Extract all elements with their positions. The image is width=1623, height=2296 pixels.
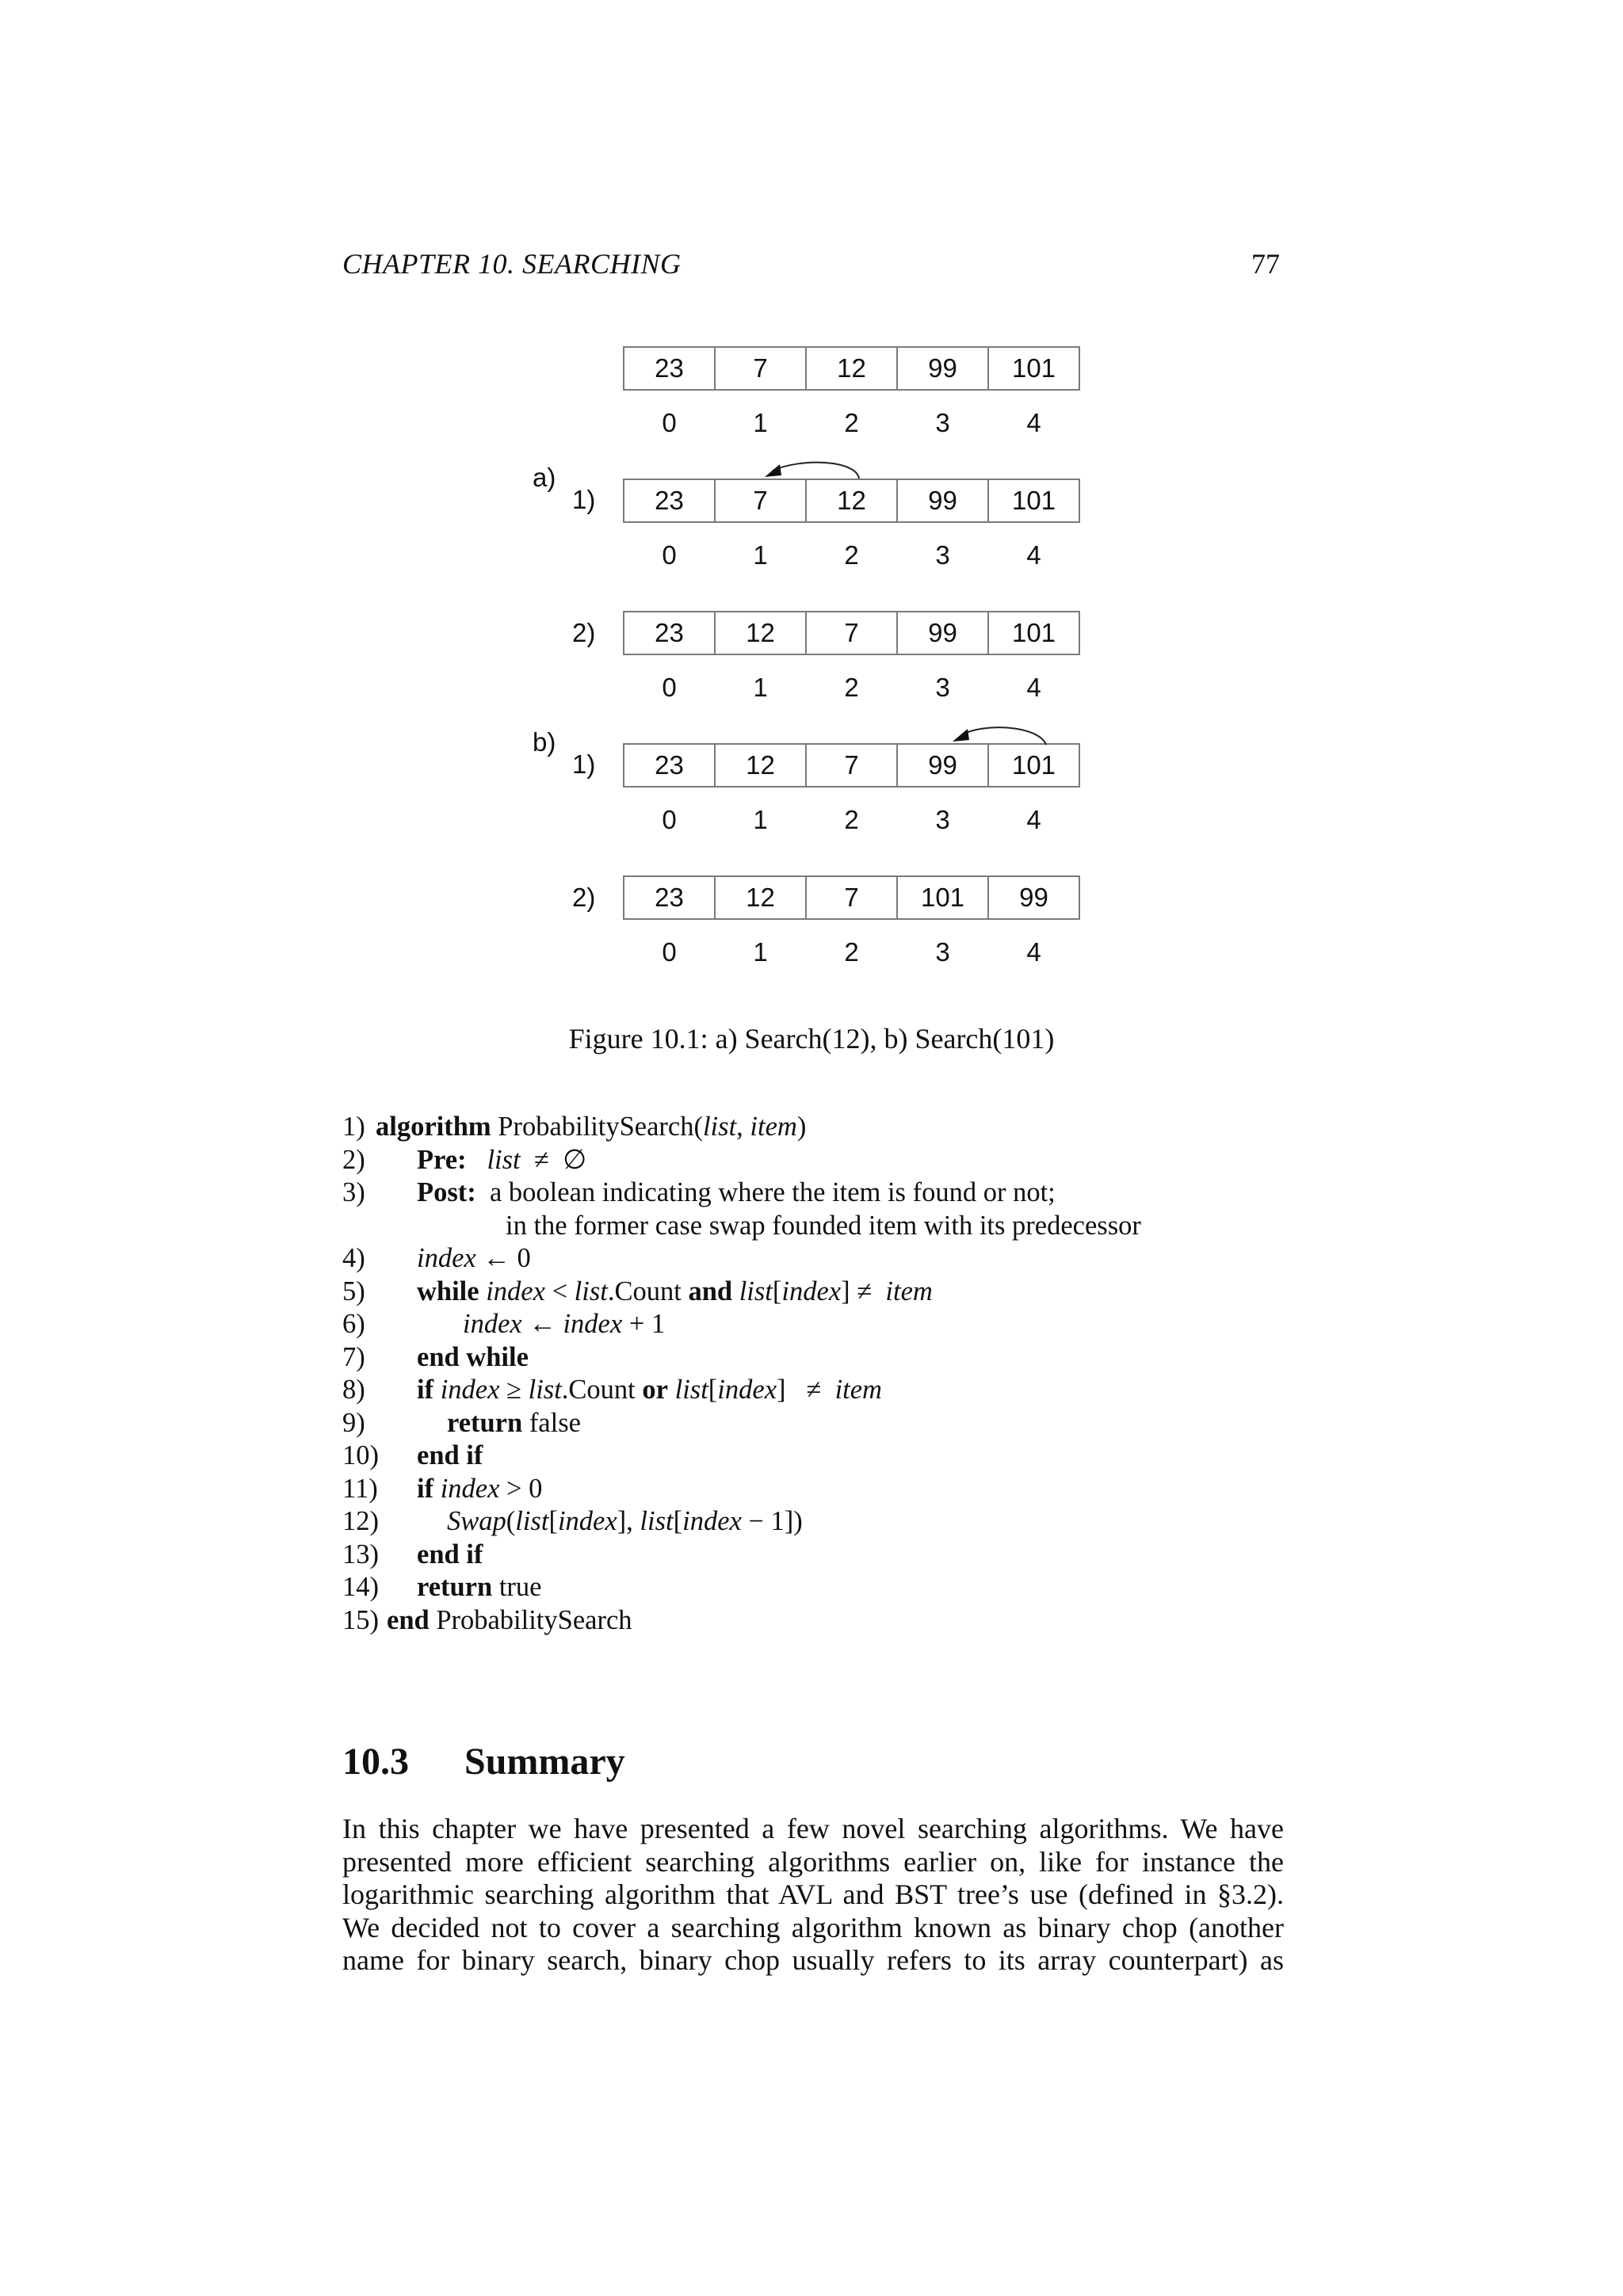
- variable: list: [702, 1112, 737, 1142]
- summary-paragraph: [342, 1813, 1284, 1978]
- line-number: 12): [342, 1506, 379, 1536]
- arrow-head-a: [765, 464, 781, 477]
- array-cell: 99: [896, 346, 989, 391]
- code-text: .Count: [607, 1276, 689, 1306]
- code-text: [: [673, 1506, 683, 1536]
- array-cell: 23: [623, 346, 716, 391]
- index-label: 0: [662, 408, 677, 437]
- line-code: [417, 1341, 529, 1375]
- code-text: [: [708, 1375, 718, 1405]
- line-code: [417, 1571, 541, 1604]
- keyword: Pre:: [417, 1144, 467, 1175]
- line-number: 11): [342, 1473, 378, 1504]
- keyword: return: [417, 1572, 493, 1602]
- code-text: ] ≠: [777, 1375, 835, 1405]
- label-a-step2: 2): [572, 618, 596, 647]
- paragraph-line: We decided not to cover a searching algorithm known as binary chop (another: [342, 1911, 1284, 1943]
- swap-arrow-a: [773, 463, 859, 479]
- line-number: 4): [342, 1243, 365, 1273]
- line-number: 1): [342, 1112, 365, 1142]
- line-code: [417, 1440, 483, 1473]
- line-code: [417, 1374, 882, 1407]
- code-text: [433, 1375, 441, 1405]
- line-code: [463, 1308, 665, 1341]
- code-text: ,: [736, 1112, 750, 1142]
- line-code: [417, 1242, 531, 1276]
- code-text: in the former case swap founded item with its predecessor: [506, 1210, 1141, 1241]
- line-number: 2): [342, 1144, 365, 1175]
- index-label: 2: [844, 408, 859, 437]
- keyword: Post:: [417, 1177, 476, 1207]
- paragraph-line: In this chapter we have presented a few novel searching algorithms. We have: [342, 1813, 1284, 1844]
- code-text: [: [548, 1506, 558, 1536]
- line-number: 10): [342, 1440, 379, 1470]
- code-text: ): [796, 1112, 807, 1142]
- line-code: [447, 1407, 581, 1440]
- code-text: ProbabilitySearch(: [491, 1112, 703, 1142]
- array-cell: 101: [896, 875, 989, 920]
- code-text: ← 0: [475, 1243, 531, 1273]
- swap-arrows: [0, 0, 1623, 1030]
- running-header: CHAPTER 10. SEARCHING: [342, 248, 682, 280]
- variable: list: [739, 1276, 773, 1306]
- index-label: 1: [753, 408, 768, 437]
- keyword: while: [417, 1276, 479, 1306]
- line-number: 13): [342, 1539, 379, 1569]
- keyword: end: [387, 1604, 430, 1635]
- array-cell: 23: [623, 875, 716, 920]
- array-cell: 23: [623, 611, 716, 655]
- code-text: ProbabilitySearch: [429, 1604, 632, 1635]
- variable: list: [640, 1506, 674, 1536]
- array-cell: 101: [987, 346, 1080, 391]
- line-code: [417, 1473, 542, 1506]
- line-code: [376, 1111, 806, 1144]
- code-text: ←: [521, 1309, 563, 1339]
- figure-caption: Figure 10.1: a) Search(12), b) Search(101): [568, 1023, 1055, 1055]
- line-number: 7): [342, 1341, 365, 1372]
- keyword: algorithm: [376, 1112, 491, 1142]
- section-heading: [342, 1740, 625, 1783]
- keyword: if: [417, 1375, 434, 1405]
- code-text: + 1: [622, 1309, 666, 1339]
- label-b: b): [533, 727, 556, 757]
- variable: index: [717, 1375, 777, 1405]
- label-b-step1: 1): [572, 749, 596, 779]
- index-label: 2: [844, 937, 859, 967]
- code-text: ≠ ∅: [520, 1144, 587, 1175]
- array-cell: 99: [896, 479, 989, 523]
- code-text: .Count: [561, 1375, 643, 1405]
- variable: index: [417, 1243, 476, 1273]
- code-text: [732, 1276, 739, 1306]
- variable: index: [440, 1375, 500, 1405]
- variable: index: [563, 1309, 623, 1339]
- keyword: return: [447, 1407, 523, 1438]
- array-cell: 101: [987, 743, 1080, 788]
- array-cell: 7: [805, 743, 898, 788]
- variable: Swap: [447, 1506, 506, 1536]
- variable: item: [885, 1276, 933, 1306]
- array-cell: 99: [987, 875, 1080, 920]
- line-number: 3): [342, 1177, 365, 1207]
- keyword: and: [688, 1276, 733, 1306]
- index-label: 0: [662, 805, 677, 834]
- index-label: 4: [1026, 673, 1041, 702]
- code-text: a boolean indicating where the item is found or not;: [475, 1177, 1056, 1207]
- code-text: − 1]): [741, 1506, 803, 1536]
- index-label: 1: [753, 540, 768, 570]
- line-code: [417, 1276, 933, 1309]
- line-code: [447, 1505, 803, 1539]
- index-label: 0: [662, 673, 677, 702]
- variable: list: [574, 1276, 608, 1306]
- line-code: [417, 1539, 483, 1572]
- swap-arrow-b: [961, 727, 1046, 745]
- variable: index: [557, 1506, 617, 1536]
- array-cell: 7: [714, 479, 807, 523]
- variable: index: [440, 1473, 500, 1504]
- code-text: [479, 1276, 487, 1306]
- variable: index: [463, 1309, 522, 1339]
- section-title: Summary: [464, 1741, 625, 1783]
- index-label: 1: [753, 673, 768, 702]
- index-label: 3: [935, 673, 950, 702]
- line-number: 14): [342, 1572, 379, 1602]
- index-label: 3: [935, 805, 950, 834]
- label-a-step1: 1): [572, 485, 596, 514]
- array-cell: 23: [623, 743, 716, 788]
- index-label: 2: [844, 540, 859, 570]
- index-label: 1: [753, 805, 768, 834]
- label-b-step2: 2): [572, 883, 596, 912]
- variable: list: [515, 1506, 549, 1536]
- line-code: [417, 1177, 1056, 1210]
- index-label: 4: [1026, 937, 1041, 967]
- line-number: 15): [342, 1604, 379, 1635]
- page-number: 77: [1251, 248, 1280, 280]
- paragraph-line: name for binary search, binary chop usually refers to its array counterpart) as: [342, 1944, 1284, 1976]
- array-cell: 99: [896, 743, 989, 788]
- variable: index: [486, 1276, 545, 1306]
- code-text: ≥: [499, 1375, 529, 1405]
- keyword: end if: [417, 1539, 483, 1569]
- array-cell: 12: [714, 743, 807, 788]
- keyword: if: [417, 1473, 434, 1504]
- variable: item: [834, 1375, 882, 1405]
- line-code: [387, 1604, 632, 1638]
- variable: item: [750, 1112, 797, 1142]
- variable: list: [528, 1375, 562, 1405]
- section-number: 10.3: [342, 1741, 409, 1783]
- paragraph-line: logarithmic searching algorithm that AVL and BST tree’s use (defined in §3.2).: [342, 1878, 1284, 1910]
- code-text: > 0: [499, 1473, 543, 1504]
- code-text: (: [506, 1506, 516, 1536]
- code-text: [668, 1375, 675, 1405]
- array-cell: 101: [987, 611, 1080, 655]
- line-number: 9): [342, 1407, 365, 1438]
- keyword: or: [642, 1375, 668, 1405]
- index-label: 2: [844, 673, 859, 702]
- array-cell: 7: [805, 875, 898, 920]
- array-cell: 12: [714, 611, 807, 655]
- line-code: [506, 1210, 1141, 1243]
- code-text: ],: [617, 1506, 640, 1536]
- array-cell: 7: [805, 611, 898, 655]
- arrow-head-b: [953, 729, 969, 742]
- index-label: 3: [935, 408, 950, 437]
- array-cell: 23: [623, 479, 716, 523]
- index-label: 0: [662, 540, 677, 570]
- line-number: 6): [342, 1309, 365, 1339]
- index-label: 2: [844, 805, 859, 834]
- array-cell: 101: [987, 479, 1080, 523]
- code-text: ] ≠: [841, 1276, 886, 1306]
- variable: list: [674, 1375, 708, 1405]
- variable: list: [487, 1144, 521, 1175]
- index-label: 3: [935, 937, 950, 967]
- index-label: 0: [662, 937, 677, 967]
- code-text: true: [492, 1572, 542, 1602]
- index-label: 4: [1026, 805, 1041, 834]
- keyword: end if: [417, 1440, 483, 1470]
- paragraph-line: presented more efficient searching algorithms earlier on, like for instance the: [342, 1845, 1284, 1878]
- array-cell: 12: [805, 346, 898, 391]
- variable: index: [682, 1506, 742, 1536]
- line-number: 5): [342, 1276, 365, 1306]
- label-a: a): [533, 463, 556, 492]
- array-cell: 99: [896, 611, 989, 655]
- code-text: <: [544, 1276, 575, 1306]
- code-text: [433, 1474, 441, 1504]
- array-cell: 12: [714, 875, 807, 920]
- array-cell: 7: [714, 346, 807, 391]
- index-label: 1: [753, 937, 768, 967]
- array-cell: 12: [805, 479, 898, 523]
- keyword: end while: [417, 1341, 529, 1372]
- index-label: 3: [935, 540, 950, 570]
- line-number: 8): [342, 1375, 365, 1405]
- line-code: [417, 1144, 586, 1177]
- code-text: [467, 1145, 487, 1175]
- variable: index: [781, 1276, 842, 1306]
- index-label: 4: [1026, 540, 1041, 570]
- code-text: [: [772, 1276, 782, 1306]
- index-label: 4: [1026, 408, 1041, 437]
- code-text: false: [522, 1407, 581, 1438]
